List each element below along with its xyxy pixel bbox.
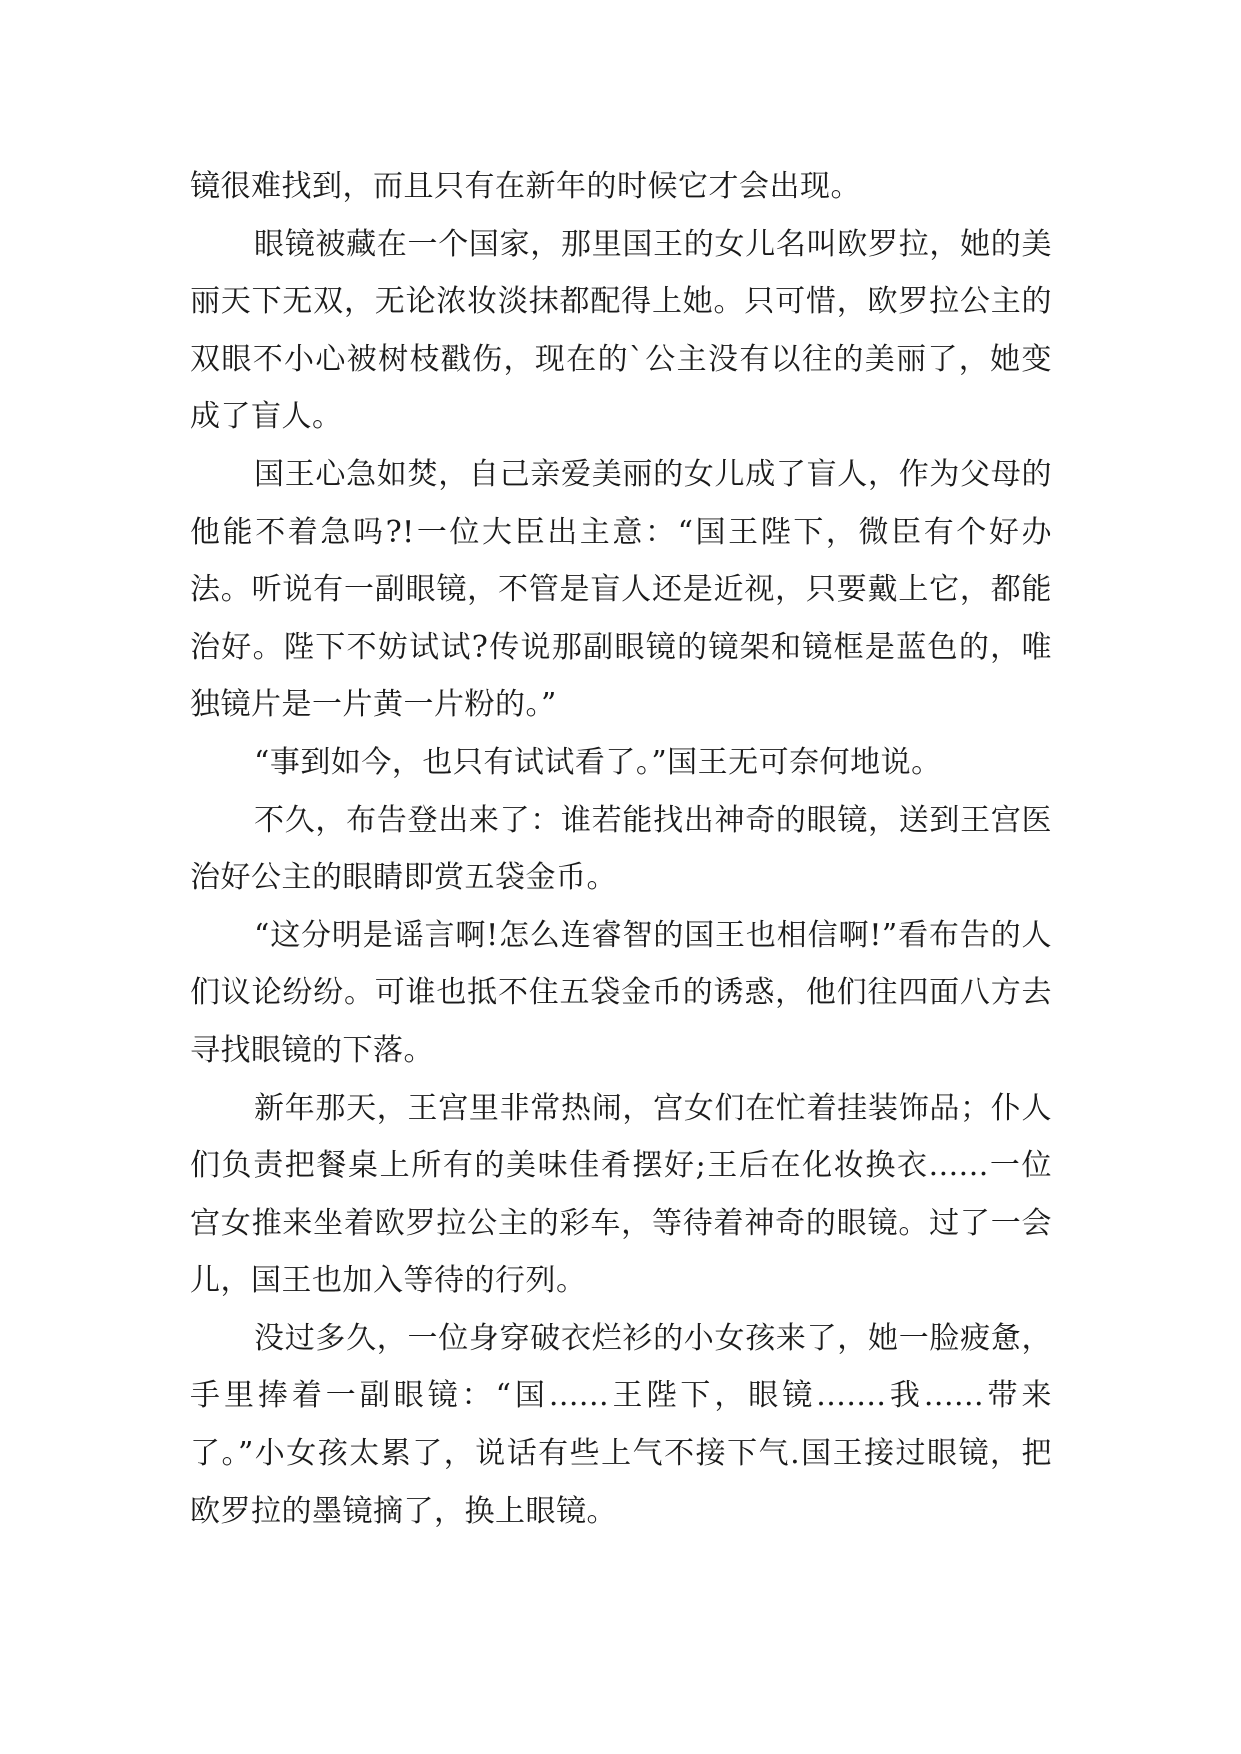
paragraph-1: 镜很难找到，而且只有在新年的时候它才会出现。 xyxy=(190,169,861,204)
paragraph-6: “这分明是谣言啊!怎么连睿智的国王也相信啊!”看布告的人们议论纷纷。可谁也抵不住五袋金币的诱惑，他们往四面八方去寻找眼镜的下落。 xyxy=(190,917,1052,1068)
paragraph-8: 没过多久，一位身穿破衣烂衫的小女孩来了，她一脸疲惫，手里捧着一副眼镜：“国......王陛下，眼镜.......我......带来了。”小女孩太累了，说话有些上气不接下气.国王接过眼镜，把欧罗拉的墨镜摘了，换上眼镜。 xyxy=(190,1320,1052,1529)
document-body xyxy=(190,158,1052,1540)
paragraph-3: 国王心急如焚，自己亲爱美丽的女儿成了盲人，作为父母的他能不着急吗?!一位大臣出主意：“国王陛下，微臣有个好办法。听说有一副眼镜，不管是盲人还是近视，只要戴上它，都能治好。陛下不妨试试?传说那副眼镜的镜架和镜框是蓝色的，唯独镜片是一片黄一片粉的。” xyxy=(190,456,1052,723)
paragraph-5: 不久，布告登出来了：谁若能找出神奇的眼镜，送到王宫医治好公主的眼睛即赏五袋金币。 xyxy=(190,802,1052,896)
paragraph-7: 新年那天，王宫里非常热闹，宫女们在忙着挂装饰品；仆人们负责把餐桌上所有的美味佳肴摆好;王后在化妆换衣......一位宫女推来坐着欧罗拉公主的彩车，等待着神奇的眼镜。过了一会儿，国王也加入等待的行列。 xyxy=(190,1090,1052,1299)
paragraph-4: “事到如今，也只有试试看了。”国王无可奈何地说。 xyxy=(254,744,942,780)
paragraph-2: 眼镜被藏在一个国家，那里国王的女儿名叫欧罗拉，她的美丽天下无双，无论浓妆淡抹都配得上她。只可惜，欧罗拉公主的双眼不小心被树枝戳伤，现在的`公主没有以往的美丽了，她变成了盲人。 xyxy=(190,226,1052,435)
